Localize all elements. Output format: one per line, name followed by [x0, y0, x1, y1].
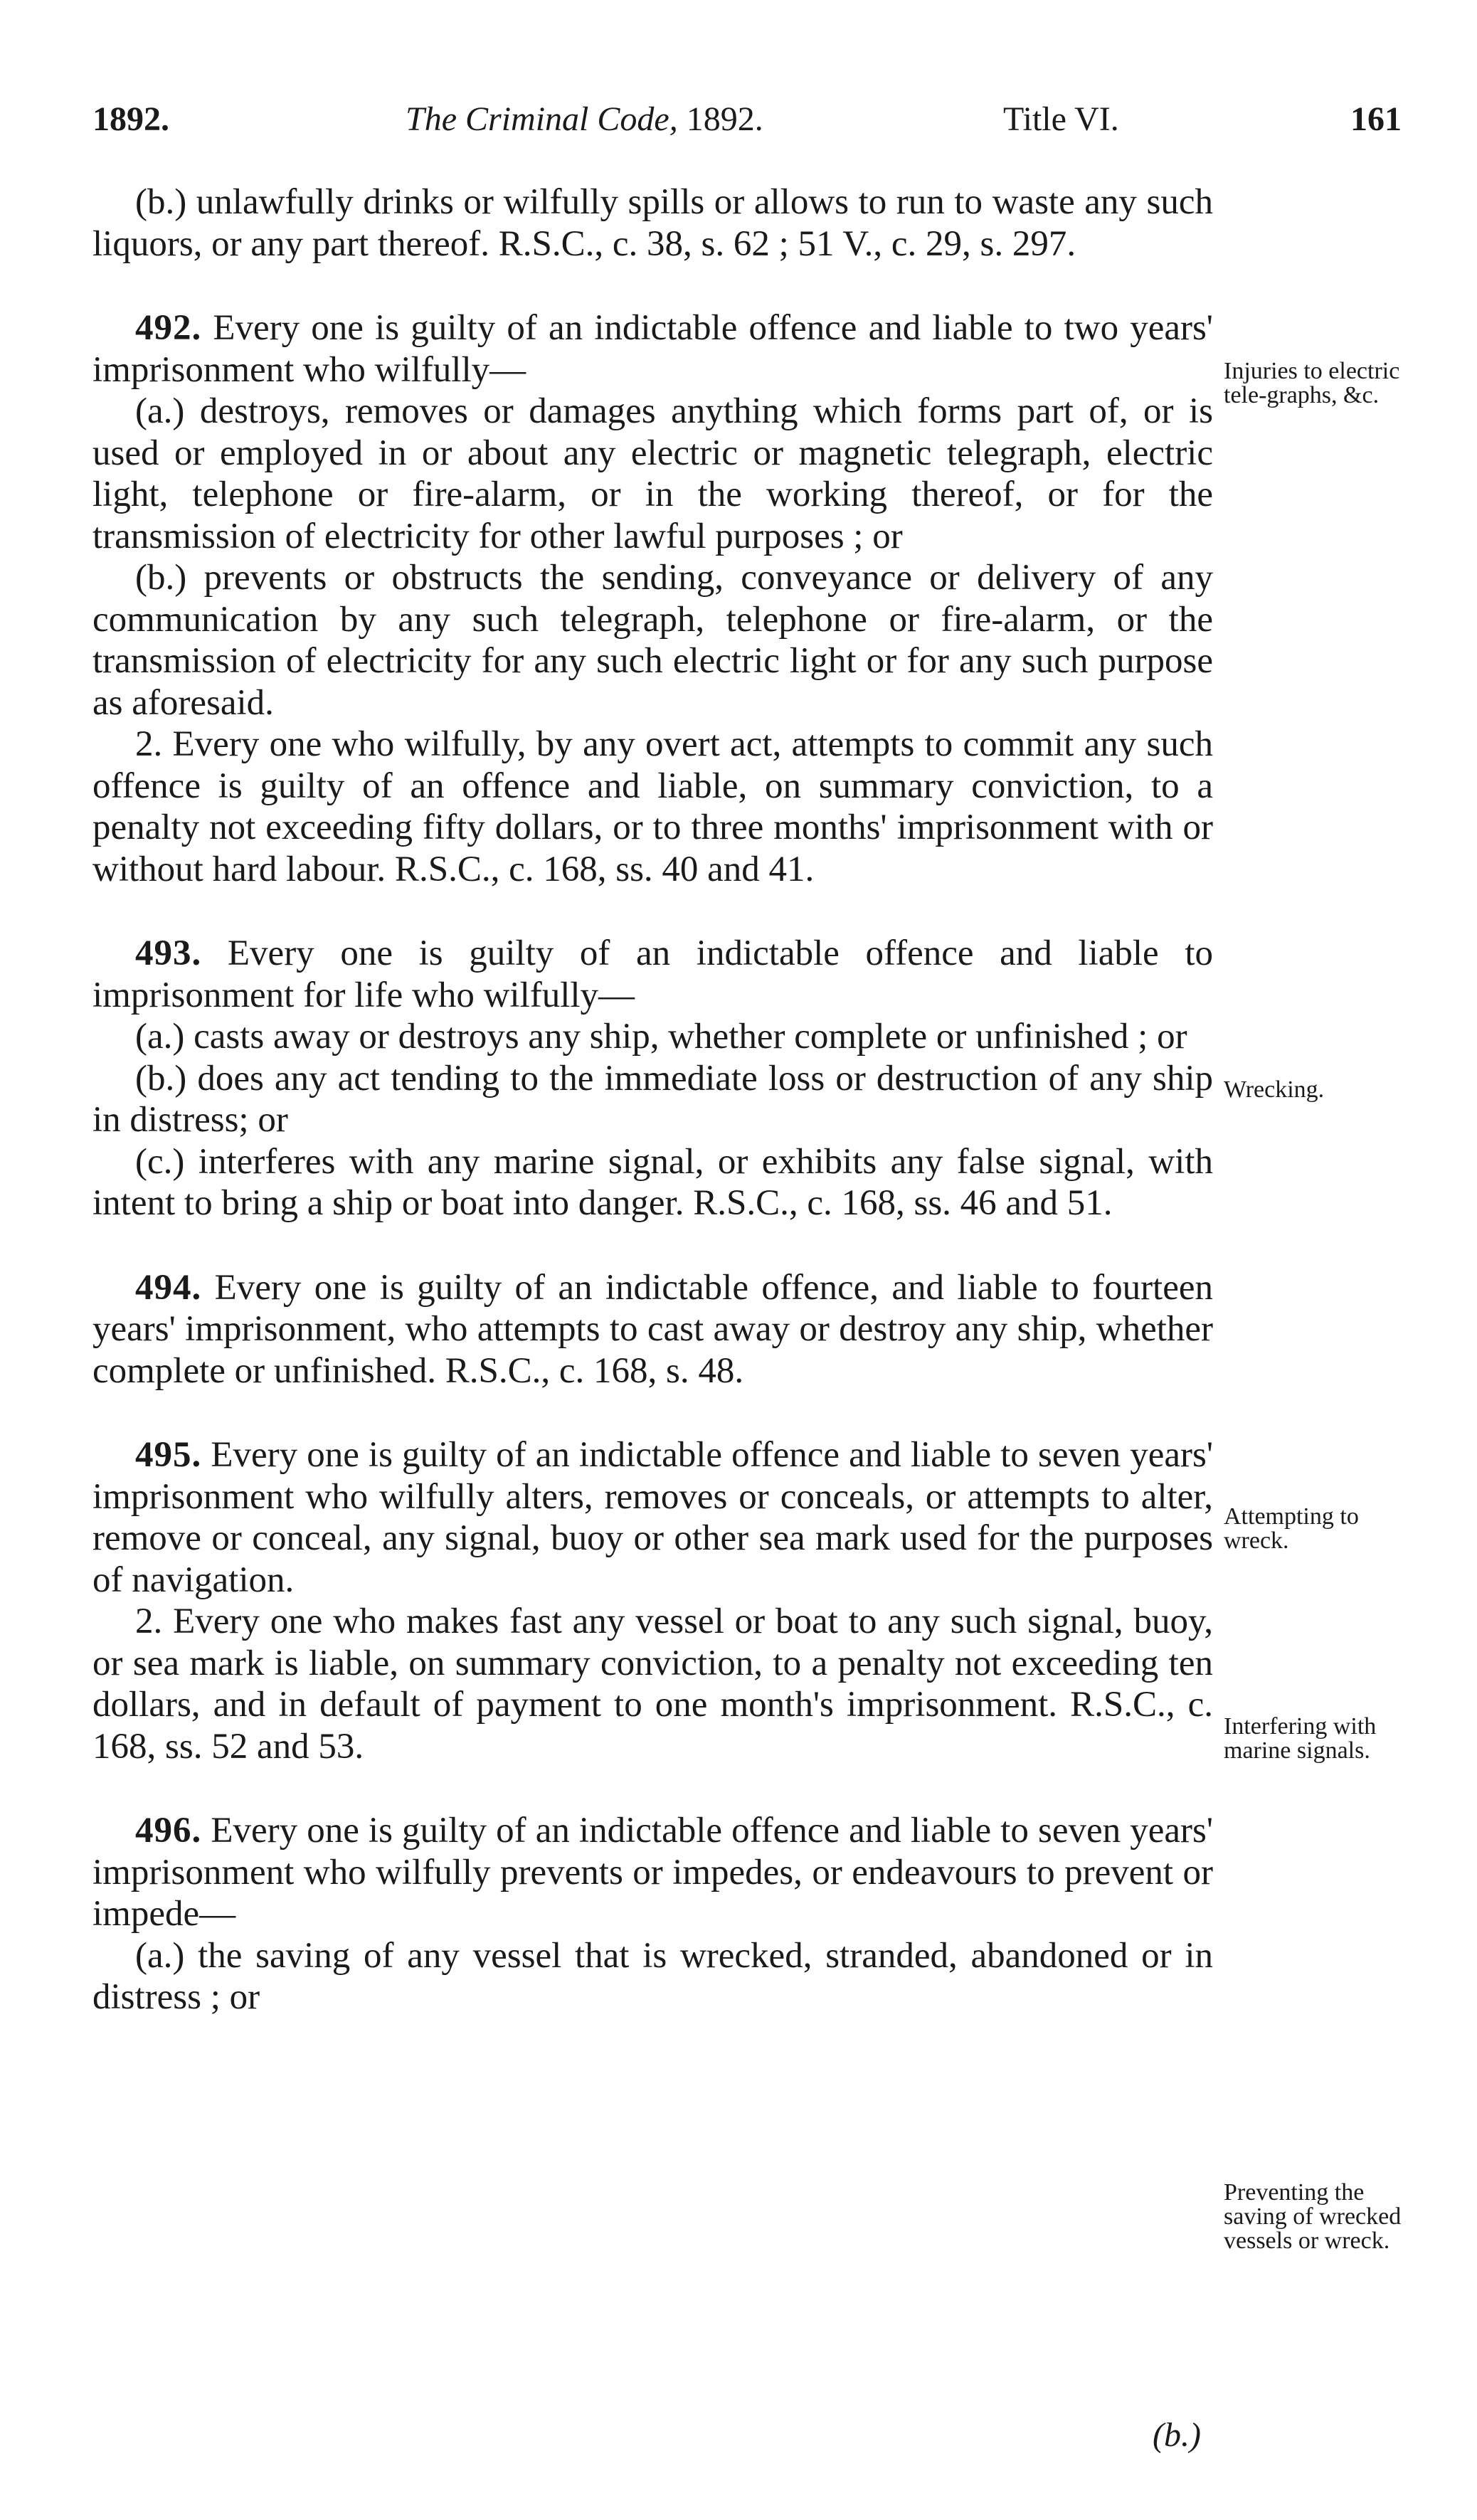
section-492	[92, 307, 1213, 890]
section-lead-text: Every one is guilty of an indictable offence and liable to imprisonment for life who wilfully—	[92, 933, 1214, 1015]
catchword: (b.)	[1153, 2416, 1201, 2454]
section-lead-text: Every one is guilty of an indictable offence and liable to seven years' imprisonment who wilfully prevents or impedes, or endeavours to prevent or impede—	[92, 1811, 1214, 1934]
section-paragraph: (a.) destroys, removes or damages anything which forms part of, or is used or employed in or about any electric or magnetic telegraph, electric light, telephone or fire-alarm, or in the working thereof, or for the transmission of electricity for other lawful purposes ; or	[92, 391, 1213, 556]
section-number: 492.	[135, 308, 202, 348]
intro-paragraph: (b.) unlawfully drinks or wilfully spills or allows to run to waste any such liquors, or any part thereof. R.S.C., c. 38, s. 62 ; 51 V., c. 29, s. 297.	[92, 182, 1213, 264]
section-paragraph: (b.) prevents or obstructs the sending, conveyance or delivery of any communication by any such telegraph, telephone or fire-alarm, or the transmission of electricity for any such electric light or for any such purpose as aforesaid.	[92, 558, 1213, 723]
running-header	[92, 100, 1402, 149]
section-494	[92, 1267, 1213, 1392]
section-495	[92, 1434, 1213, 1767]
section-lead-text: Every one is guilty of an indictable offence and liable to two years' imprisonment who wilfully—	[92, 308, 1213, 390]
section-number: 496.	[135, 1811, 202, 1851]
section-paragraph: (a.) the saving of any vessel that is wrecked, stranded, abandoned or in distress ; or	[92, 1935, 1213, 2017]
margin-note-493: Wrecking.	[1224, 1076, 1325, 1103]
page-number: 161	[1350, 100, 1402, 138]
margin-note-494: Attempting to wreck.	[1224, 1503, 1359, 1554]
margin-note-492: Injuries to electric tele-graphs, &c.	[1224, 358, 1400, 408]
section-lead	[92, 933, 1213, 1016]
header-title-year: 1892.	[686, 100, 763, 138]
header-title	[406, 100, 763, 139]
header-title-label: Title VI.	[1003, 100, 1119, 138]
section-493	[92, 933, 1213, 1224]
margin-note-495: Interfering with marine signals.	[1224, 1713, 1377, 1764]
section-paragraph: (b.) does any act tending to the immediate loss or destruction of any ship in distress; or	[92, 1058, 1213, 1140]
section-paragraph: 2. Every one who wilfully, by any overt act, attempts to commit any such offence is guilty of an offence and liable, on summary conviction, to a penalty not exceeding fifty dollars, or to three months' imprisonment with or without hard labour. R.S.C., c. 168, ss. 40 and 41.	[92, 724, 1213, 889]
header-year: 1892.	[92, 100, 169, 138]
section-lead	[92, 1267, 1213, 1392]
margin-note-496: Preventing the saving of wrecked vessels or wreck.	[1224, 2179, 1402, 2254]
section-lead-text: Every one is guilty of an indictable offence and liable to seven years' imprisonment who wilfully alters, removes or conceals, or attempts to alter, remove or conceal, any signal, buoy or other sea mark used for the purposes of navigation.	[92, 1435, 1214, 1600]
section-lead-text: Every one is guilty of an indictable offence, and liable to fourteen years' imprisonment, who attempts to cast away or destroy any ship, whether complete or unfinished. R.S.C., c. 168, s. 48.	[92, 1267, 1214, 1391]
body-text	[92, 181, 1213, 2018]
header-title-italic: The Criminal Code,	[406, 100, 678, 138]
section-lead	[92, 1434, 1213, 1601]
section-paragraph: 2. Every one who makes fast any vessel or boat to any such signal, buoy, or sea mark is liable, on summary conviction, to a penalty not exceeding ten dollars, and in default of payment to one month's imprisonment. R.S.C., c. 168, ss. 52 and 53.	[92, 1602, 1213, 1767]
section-number: 495.	[135, 1435, 202, 1475]
section-496	[92, 1810, 1213, 2018]
section-lead	[92, 1810, 1213, 1935]
section-number: 493.	[135, 933, 202, 973]
section-paragraph: (c.) interferes with any marine signal, or exhibits any false signal, with intent to bring a ship or boat into danger. R.S.C., c. 168, ss. 46 and 51.	[92, 1141, 1213, 1223]
section-lead	[92, 307, 1213, 391]
section-number: 494.	[135, 1267, 202, 1308]
section-paragraph: (a.) casts away or destroys any ship, whether complete or unfinished ; or	[135, 1017, 1187, 1057]
